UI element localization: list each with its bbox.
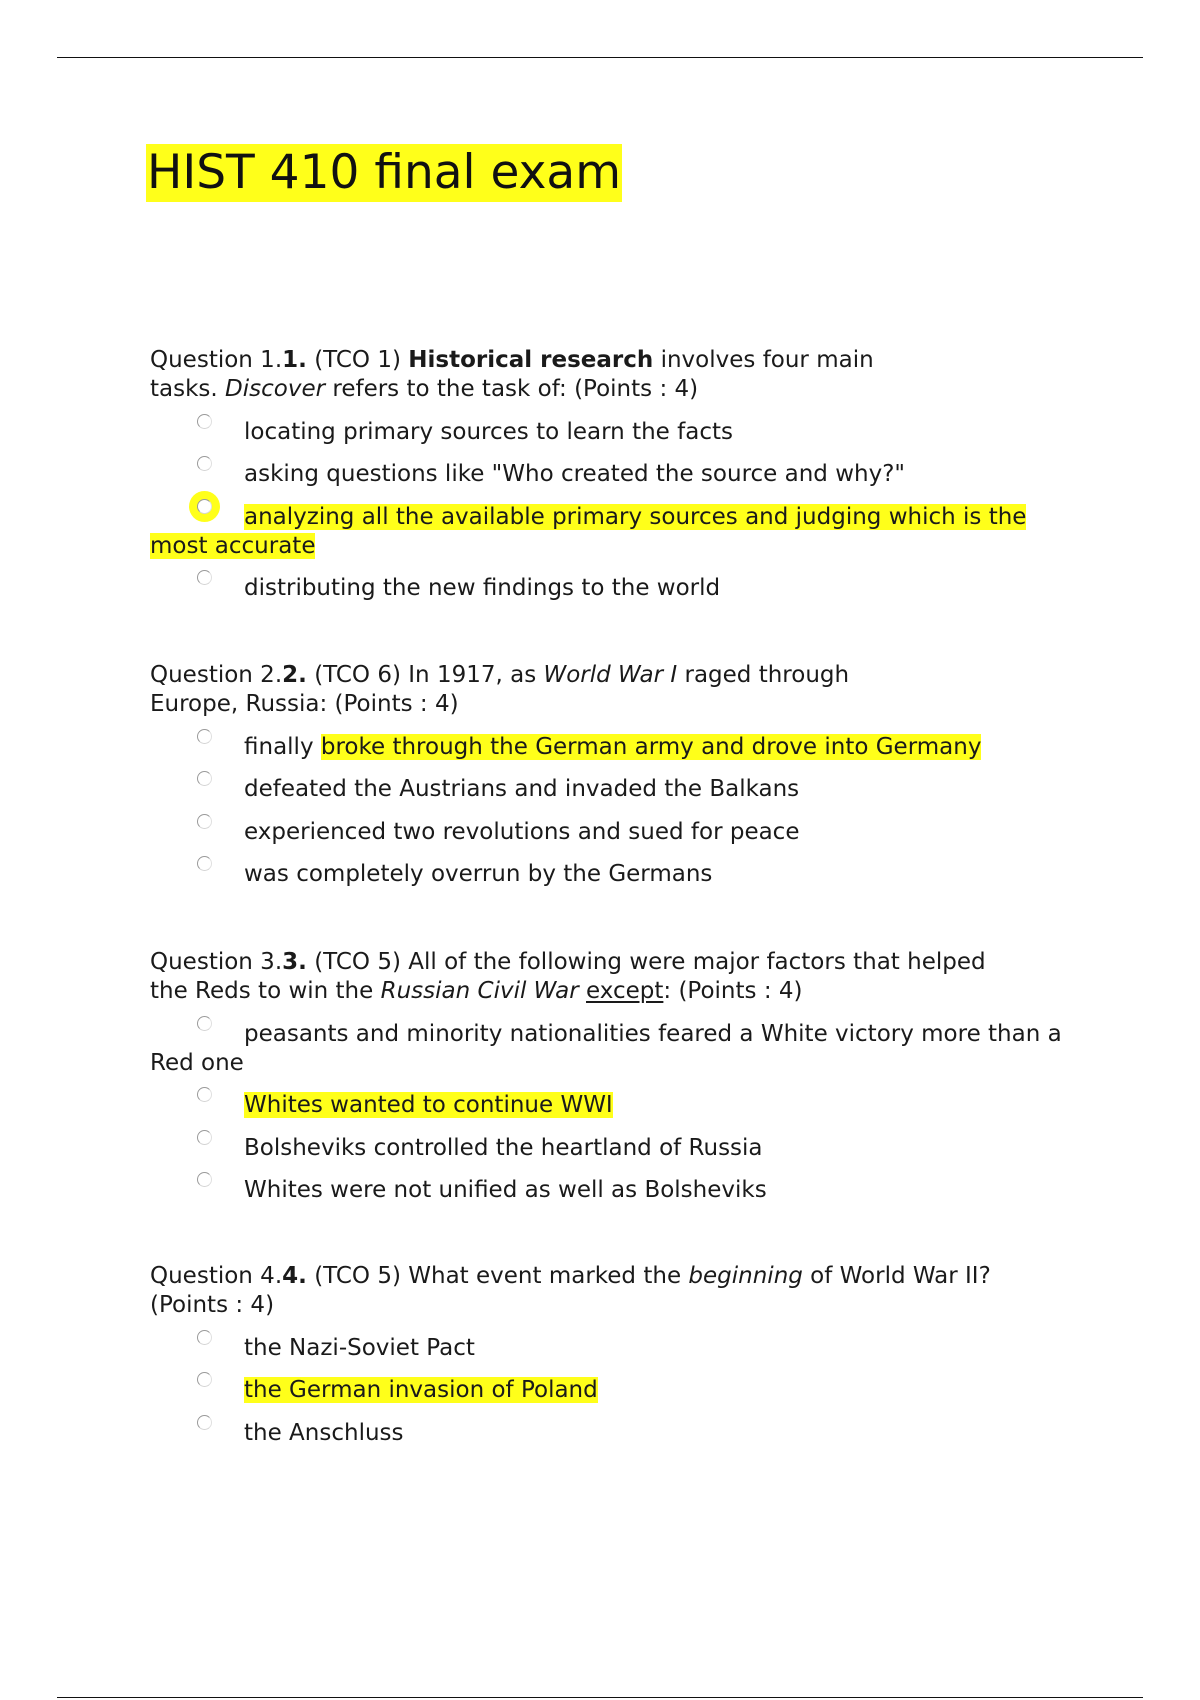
question-number-bold: 3. [282,949,307,975]
radio-button[interactable] [197,1130,212,1145]
answer-option-label-highlighted: the German invasion of Poland [244,1377,598,1403]
question-stem-text: involves four main tasks. [150,347,874,402]
answer-option-label-highlighted: analyzing all the available primary sources and judging which is the most accurate [150,503,1027,559]
answer-option-label: the Nazi-Soviet Pact [244,1334,475,1361]
answer-option[interactable] [150,1176,1090,1205]
answer-option-label: distributing the new findings to the world [244,575,721,601]
question-stem-italic: Discover [225,376,326,402]
question-2 [150,661,1090,889]
question-stem-text: (TCO 5) All of the following were major factors that helped the Reds to win the [150,949,986,1004]
question-number-bold: 4. [282,1263,307,1289]
answer-option[interactable] [150,574,1090,603]
answer-option[interactable] [150,418,1090,447]
answer-option-label: Bolsheviks controlled the heartland of Russia [244,1134,763,1161]
radio-button[interactable] [197,570,212,585]
question-3-stem [150,948,1030,1006]
question-4-stem [150,1262,1010,1320]
question-1-stem [150,346,940,404]
answer-option[interactable] [150,860,1090,889]
answer-option[interactable] [150,460,1090,489]
question-stem-italic: beginning [688,1263,803,1289]
answer-option-selected[interactable] [150,503,1090,561]
question-number: Question 1. [150,347,283,373]
question-stem-space [579,978,586,1004]
question-stem-italic: World War I [543,662,678,688]
answer-option[interactable] [150,775,1090,804]
question-stem-bold: Historical research [408,347,654,373]
question-stem-text: refers to the task of: (Points : 4) [325,376,699,402]
question-number-bold: 1. [282,347,307,373]
radio-button[interactable] [197,1330,212,1345]
answer-option-label: was completely overrun by the Germans [244,861,713,887]
radio-button[interactable] [197,1087,212,1102]
question-stem-text: (TCO 5) What event marked the [306,1263,689,1289]
answer-option-label: the Anschluss [244,1419,404,1446]
question-stem-text: raged through Europe, Russia: (Points : 4) [150,662,850,717]
answer-option[interactable] [150,818,1090,847]
answer-option[interactable] [150,1334,1090,1363]
answer-option-selected[interactable] [150,733,1090,762]
answer-option-label: peasants and minority nationalities feared a White victory more than a Red one [150,1020,1062,1076]
answer-option-selected[interactable] [150,1376,1090,1405]
question-number: Question 2. [150,662,283,688]
radio-button[interactable] [197,456,212,471]
radio-button[interactable] [197,729,212,744]
top-rule [57,57,1143,58]
question-number: Question 4. [150,1263,283,1289]
answer-option-label: finally [244,733,321,760]
question-stem-text: (TCO 6) In 1917, as [306,662,544,688]
question-tco: (TCO 1) [306,347,409,373]
answer-option[interactable] [150,1020,1090,1078]
question-4 [150,1262,1090,1448]
radio-button[interactable] [197,771,212,786]
answer-option-label: asking questions like "Who created the source and why?" [244,461,905,487]
radio-button[interactable] [197,1415,212,1430]
question-number-bold: 2. [282,662,307,688]
answer-option-label: defeated the Austrians and invaded the Balkans [244,776,800,802]
answer-option[interactable] [150,1134,1090,1163]
answer-option-label: experienced two revolutions and sued for peace [244,818,800,845]
question-3 [150,948,1090,1205]
radio-button[interactable] [197,1016,212,1031]
radio-button[interactable] [197,499,212,514]
question-stem-text: of World War II? (Points : 4) [150,1263,991,1318]
answer-option-label: Whites were not unified as well as Bolsheviks [244,1177,767,1203]
answer-option-label-highlighted: Whites wanted to continue WWI [244,1092,613,1118]
answer-option-label: locating primary sources to learn the facts [244,418,733,445]
bottom-rule [57,1697,1143,1698]
question-1 [150,346,1090,603]
radio-button[interactable] [197,1372,212,1387]
answer-option-label-highlighted: broke through the German army and drove into Germany [320,733,982,760]
page-title: HIST 410 final exam [147,145,622,200]
radio-button[interactable] [197,414,212,429]
radio-button[interactable] [197,814,212,829]
answer-option[interactable] [150,1419,1090,1448]
radio-button[interactable] [197,1172,212,1187]
question-2-stem [150,661,940,719]
question-stem-italic: Russian Civil War [380,978,579,1004]
answer-option-selected[interactable] [150,1091,1090,1120]
question-stem-text: : (Points : 4) [663,978,803,1004]
question-stem-underline: except [586,978,664,1004]
question-number: Question 3. [150,949,283,975]
radio-button[interactable] [197,856,212,871]
